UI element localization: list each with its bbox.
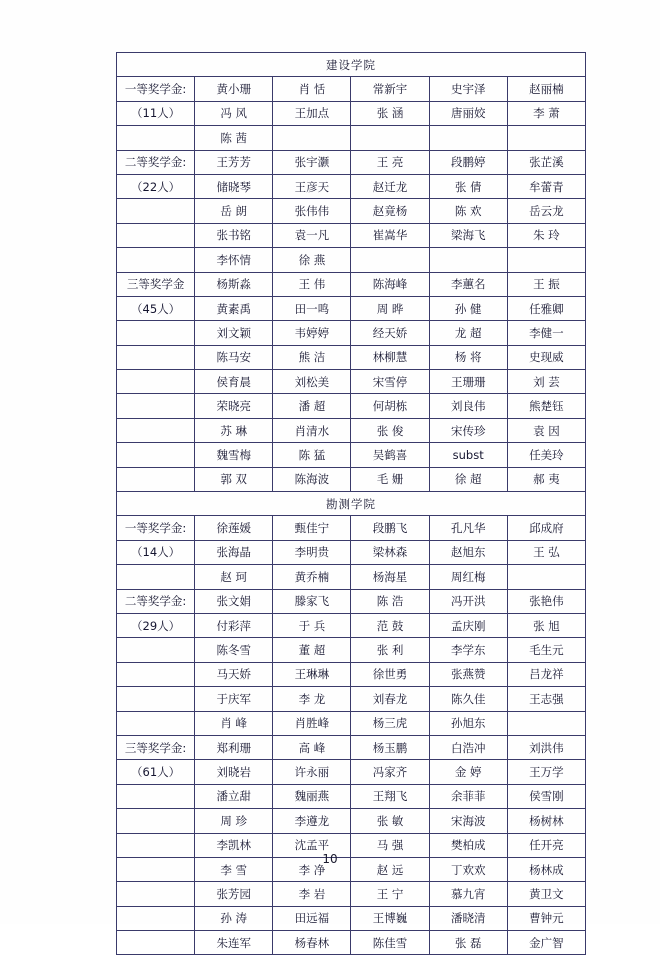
name-cell: 郭 双: [195, 467, 273, 491]
name-cell: 王彦天: [273, 174, 351, 198]
name-cell: 许永丽: [273, 760, 351, 784]
name-cell: 何胡栋: [351, 394, 429, 418]
name-cell: 冯 风: [195, 101, 273, 125]
name-cell: 樊柏成: [429, 833, 507, 857]
name-cell: 陈 猛: [273, 443, 351, 467]
table-row: [117, 53, 586, 77]
table-row: [117, 174, 586, 198]
name-cell: 宋海波: [429, 809, 507, 833]
name-cell: 杨斯淼: [195, 272, 273, 296]
table-row: [117, 565, 586, 589]
name-cell: 常新宇: [351, 77, 429, 101]
name-cell: 刘 芸: [507, 370, 585, 394]
table-row: [117, 516, 586, 540]
award-label-cell: （61人）: [117, 760, 195, 784]
name-cell: [507, 126, 585, 150]
table-row: [117, 321, 586, 345]
award-label-cell: [117, 931, 195, 955]
name-cell: 刘洪伟: [507, 735, 585, 759]
name-cell: 孟庆刚: [429, 613, 507, 637]
name-cell: 张宇灏: [273, 150, 351, 174]
name-cell: 牟蕾青: [507, 174, 585, 198]
name-cell: 王 伟: [273, 272, 351, 296]
name-cell: 滕家飞: [273, 589, 351, 613]
name-cell: 陈 浩: [351, 589, 429, 613]
award-label-cell: [117, 711, 195, 735]
name-cell: 杨林成: [507, 857, 585, 881]
name-cell: 孔凡华: [429, 516, 507, 540]
name-cell: 吴鹤喜: [351, 443, 429, 467]
name-cell: 张 旭: [507, 613, 585, 637]
name-cell: 于庆军: [195, 687, 273, 711]
name-cell: 张书铭: [195, 223, 273, 247]
table-row: [117, 443, 586, 467]
name-cell: 孙 涛: [195, 906, 273, 930]
name-cell: 孙 健: [429, 296, 507, 320]
name-cell: 陈冬雪: [195, 638, 273, 662]
award-label-cell: [117, 199, 195, 223]
name-cell: 梁林森: [351, 540, 429, 564]
table-row: [117, 467, 586, 491]
name-cell: 范 鼓: [351, 613, 429, 637]
table-row: [117, 613, 586, 637]
name-cell: [507, 248, 585, 272]
award-label-cell: 二等奖学金:: [117, 589, 195, 613]
name-cell: 张芳园: [195, 882, 273, 906]
name-cell: 李明贵: [273, 540, 351, 564]
name-cell: 龙 超: [429, 321, 507, 345]
name-cell: 荣晓亮: [195, 394, 273, 418]
award-label-cell: [117, 662, 195, 686]
name-cell: 王珊珊: [429, 370, 507, 394]
name-cell: 王 振: [507, 272, 585, 296]
award-label-cell: [117, 906, 195, 930]
name-cell: 段鹏飞: [351, 516, 429, 540]
name-cell: 李怀情: [195, 248, 273, 272]
name-cell: 李 岩: [273, 882, 351, 906]
name-cell: 熊楚钰: [507, 394, 585, 418]
table-row: [117, 931, 586, 955]
name-cell: 张 利: [351, 638, 429, 662]
name-cell: 王博巍: [351, 906, 429, 930]
name-cell: 徐 燕: [273, 248, 351, 272]
name-cell: 郝 夷: [507, 467, 585, 491]
name-cell: 张 涵: [351, 101, 429, 125]
name-cell: 冯家齐: [351, 760, 429, 784]
table-row: [117, 882, 586, 906]
name-cell: 董 超: [273, 638, 351, 662]
name-cell: 李 萧: [507, 101, 585, 125]
name-cell: 杨树林: [507, 809, 585, 833]
name-cell: 高 峰: [273, 735, 351, 759]
name-cell: 潘立甜: [195, 784, 273, 808]
name-cell: 曹钟元: [507, 906, 585, 930]
name-cell: 张伟伟: [273, 199, 351, 223]
name-cell: 吕龙祥: [507, 662, 585, 686]
name-cell: 李蕙名: [429, 272, 507, 296]
name-cell: 魏丽燕: [273, 784, 351, 808]
name-cell: 孙旭东: [429, 711, 507, 735]
name-cell: 马天娇: [195, 662, 273, 686]
name-cell: 张芷溪: [507, 150, 585, 174]
name-cell: 杨 将: [429, 345, 507, 369]
name-cell: 王加点: [273, 101, 351, 125]
name-cell: 魏雪梅: [195, 443, 273, 467]
name-cell: 赵 远: [351, 857, 429, 881]
name-cell: 朱连军: [195, 931, 273, 955]
table-row: [117, 809, 586, 833]
name-cell: 王翔飞: [351, 784, 429, 808]
name-cell: 甄佳宁: [273, 516, 351, 540]
award-label-cell: [117, 370, 195, 394]
name-cell: [273, 126, 351, 150]
name-cell: 黄素禹: [195, 296, 273, 320]
table-row: [117, 77, 586, 101]
award-label-cell: 三等奖学金: [117, 272, 195, 296]
name-cell: 沈孟平: [273, 833, 351, 857]
name-cell: 刘松美: [273, 370, 351, 394]
name-cell: 陈 欢: [429, 199, 507, 223]
name-cell: 赵 珂: [195, 565, 273, 589]
name-cell: 肖 恬: [273, 77, 351, 101]
name-cell: 赵竟杨: [351, 199, 429, 223]
name-cell: [351, 126, 429, 150]
name-cell: 袁 因: [507, 418, 585, 442]
award-label-cell: [117, 809, 195, 833]
name-cell: 刘良伟: [429, 394, 507, 418]
table-row: [117, 418, 586, 442]
name-cell: 李健一: [507, 321, 585, 345]
name-cell: 经天娇: [351, 321, 429, 345]
award-label-cell: [117, 394, 195, 418]
name-cell: 黄乔楠: [273, 565, 351, 589]
award-label-cell: [117, 565, 195, 589]
award-label-cell: [117, 882, 195, 906]
name-cell: 邱成府: [507, 516, 585, 540]
table-row: [117, 906, 586, 930]
name-cell: 段鹏婷: [429, 150, 507, 174]
name-cell: 任开亮: [507, 833, 585, 857]
name-cell: 林柳慧: [351, 345, 429, 369]
name-cell: 张燕赞: [429, 662, 507, 686]
name-cell: 陈佳雪: [351, 931, 429, 955]
name-cell: 白浩冲: [429, 735, 507, 759]
name-cell: 徐 超: [429, 467, 507, 491]
table-row: [117, 687, 586, 711]
name-cell: 潘 超: [273, 394, 351, 418]
table-row: [117, 223, 586, 247]
name-cell: 王芳芳: [195, 150, 273, 174]
award-label-cell: 一等奖学金:: [117, 516, 195, 540]
name-cell: subst: [429, 443, 507, 467]
name-cell: 侯育晨: [195, 370, 273, 394]
name-cell: 任雅卿: [507, 296, 585, 320]
name-cell: 金广智: [507, 931, 585, 955]
name-cell: 肖 峰: [195, 711, 273, 735]
award-label-cell: 一等奖学金:: [117, 77, 195, 101]
name-cell: 岳 朗: [195, 199, 273, 223]
name-cell: 岳云龙: [507, 199, 585, 223]
award-label-cell: 三等奖学金:: [117, 735, 195, 759]
name-cell: 黄卫文: [507, 882, 585, 906]
award-label-cell: （14人）: [117, 540, 195, 564]
name-cell: 毛 姗: [351, 467, 429, 491]
name-cell: 朱 玲: [507, 223, 585, 247]
table-row: [117, 760, 586, 784]
name-cell: 熊 洁: [273, 345, 351, 369]
name-cell: 唐丽姣: [429, 101, 507, 125]
name-cell: [507, 711, 585, 735]
table-row: [117, 589, 586, 613]
name-cell: 付彩萍: [195, 613, 273, 637]
name-cell: 徐莲媛: [195, 516, 273, 540]
name-cell: 田一鸣: [273, 296, 351, 320]
name-cell: 王万学: [507, 760, 585, 784]
name-cell: 徐世勇: [351, 662, 429, 686]
name-cell: 袁一凡: [273, 223, 351, 247]
award-label-cell: [117, 638, 195, 662]
table-row: [117, 199, 586, 223]
name-cell: 刘春龙: [351, 687, 429, 711]
name-cell: 周 珍: [195, 809, 273, 833]
table-row: [117, 711, 586, 735]
name-cell: 丁欢欢: [429, 857, 507, 881]
name-cell: 李 龙: [273, 687, 351, 711]
table-row: [117, 662, 586, 686]
name-cell: 赵迁龙: [351, 174, 429, 198]
award-label-cell: （11人）: [117, 101, 195, 125]
name-cell: 黄小珊: [195, 77, 273, 101]
award-label-cell: [117, 345, 195, 369]
name-cell: 李 雪: [195, 857, 273, 881]
name-cell: 于 兵: [273, 613, 351, 637]
table-row: [117, 101, 586, 125]
name-cell: 张 敏: [351, 809, 429, 833]
name-cell: 张文娟: [195, 589, 273, 613]
award-table-container: [116, 52, 586, 955]
name-cell: 苏 琳: [195, 418, 273, 442]
name-cell: 陈 茜: [195, 126, 273, 150]
name-cell: [351, 248, 429, 272]
name-cell: 马 强: [351, 833, 429, 857]
name-cell: 史宇泽: [429, 77, 507, 101]
name-cell: 陈久佳: [429, 687, 507, 711]
name-cell: 李学东: [429, 638, 507, 662]
table-row: [117, 296, 586, 320]
name-cell: 赵丽楠: [507, 77, 585, 101]
name-cell: 陈马安: [195, 345, 273, 369]
name-cell: 王 亮: [351, 150, 429, 174]
name-cell: 张 磊: [429, 931, 507, 955]
award-table-body: [117, 53, 586, 955]
name-cell: 任美玲: [507, 443, 585, 467]
table-row: [117, 126, 586, 150]
name-cell: 潘晓清: [429, 906, 507, 930]
award-label-cell: （29人）: [117, 613, 195, 637]
name-cell: 杨三虎: [351, 711, 429, 735]
name-cell: 杨春林: [273, 931, 351, 955]
table-row: [117, 638, 586, 662]
name-cell: 余菲菲: [429, 784, 507, 808]
name-cell: 宋雪停: [351, 370, 429, 394]
name-cell: 韦婷婷: [273, 321, 351, 345]
award-label-cell: [117, 467, 195, 491]
name-cell: 毛生元: [507, 638, 585, 662]
name-cell: 郑利珊: [195, 735, 273, 759]
name-cell: 陈海波: [273, 467, 351, 491]
name-cell: 王琳琳: [273, 662, 351, 686]
table-row: [117, 492, 586, 516]
name-cell: 侯雪刚: [507, 784, 585, 808]
page-number: 10: [322, 852, 338, 866]
award-table: [116, 52, 586, 955]
name-cell: [429, 248, 507, 272]
name-cell: 张海晶: [195, 540, 273, 564]
award-label-cell: [117, 223, 195, 247]
table-row: [117, 345, 586, 369]
section-header-cell: 勘测学院: [117, 492, 586, 516]
award-label-cell: [117, 784, 195, 808]
name-cell: 史现威: [507, 345, 585, 369]
award-label-cell: [117, 321, 195, 345]
name-cell: 刘文颖: [195, 321, 273, 345]
name-cell: 储晓琴: [195, 174, 273, 198]
award-label-cell: [117, 687, 195, 711]
award-label-cell: [117, 248, 195, 272]
name-cell: 张 倩: [429, 174, 507, 198]
name-cell: 赵旭东: [429, 540, 507, 564]
name-cell: 周红梅: [429, 565, 507, 589]
name-cell: 王志强: [507, 687, 585, 711]
table-row: [117, 272, 586, 296]
name-cell: 王 弘: [507, 540, 585, 564]
section-header-cell: 建设学院: [117, 53, 586, 77]
name-cell: 肖清水: [273, 418, 351, 442]
name-cell: 慕九宵: [429, 882, 507, 906]
name-cell: [429, 126, 507, 150]
name-cell: 王 宁: [351, 882, 429, 906]
name-cell: 李遵龙: [273, 809, 351, 833]
name-cell: 冯开洪: [429, 589, 507, 613]
name-cell: 梁海飞: [429, 223, 507, 247]
name-cell: [507, 565, 585, 589]
name-cell: 田远福: [273, 906, 351, 930]
table-row: [117, 370, 586, 394]
name-cell: 周 晔: [351, 296, 429, 320]
award-label-cell: 二等奖学金:: [117, 150, 195, 174]
award-label-cell: [117, 418, 195, 442]
table-row: [117, 540, 586, 564]
name-cell: 张 俊: [351, 418, 429, 442]
name-cell: 肖胜峰: [273, 711, 351, 735]
name-cell: 崔嵩华: [351, 223, 429, 247]
name-cell: 李凯林: [195, 833, 273, 857]
name-cell: 陈海峰: [351, 272, 429, 296]
award-label-cell: [117, 443, 195, 467]
name-cell: 李 净: [273, 857, 351, 881]
name-cell: 金 婷: [429, 760, 507, 784]
table-row: [117, 394, 586, 418]
table-row: [117, 735, 586, 759]
name-cell: 刘晓岩: [195, 760, 273, 784]
name-cell: 宋传珍: [429, 418, 507, 442]
award-label-cell: （45人）: [117, 296, 195, 320]
table-row: [117, 248, 586, 272]
table-row: [117, 784, 586, 808]
award-label-cell: [117, 126, 195, 150]
award-label-cell: （22人）: [117, 174, 195, 198]
name-cell: 杨玉鹏: [351, 735, 429, 759]
name-cell: 张艳伟: [507, 589, 585, 613]
table-row: [117, 150, 586, 174]
name-cell: 杨海星: [351, 565, 429, 589]
